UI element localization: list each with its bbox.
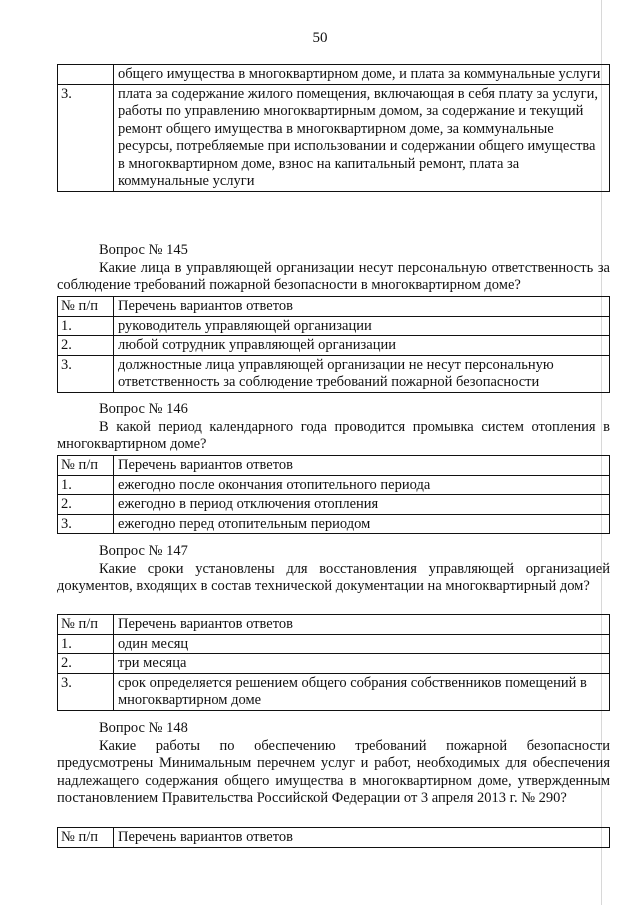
answer-number: 2. bbox=[58, 654, 114, 674]
header-label: Перечень вариантов ответов bbox=[114, 456, 610, 476]
table-row bbox=[58, 673, 610, 710]
answer-number: 1. bbox=[58, 316, 114, 336]
answer-number: 1. bbox=[58, 634, 114, 654]
question-title: Вопрос № 145 bbox=[99, 242, 188, 258]
answer-number: 2. bbox=[58, 336, 114, 356]
table-row bbox=[58, 514, 610, 534]
table-row bbox=[58, 654, 610, 674]
question-147 bbox=[57, 543, 610, 596]
question-text: В какой период календарного года проводится промывка систем отопления в многоквартирном доме? bbox=[57, 418, 610, 452]
answer-number: 3. bbox=[58, 673, 114, 710]
table-row bbox=[58, 355, 610, 392]
header-number: № п/п bbox=[58, 297, 114, 317]
table-row bbox=[58, 495, 610, 515]
answer-number: 2. bbox=[58, 495, 114, 515]
table-header-row bbox=[58, 828, 610, 848]
answer-text: один месяц bbox=[114, 634, 610, 654]
table-header-row bbox=[58, 297, 610, 317]
header-number: № п/п bbox=[58, 828, 114, 848]
answers-table-148 bbox=[57, 827, 610, 848]
question-title: Вопрос № 148 bbox=[99, 720, 188, 736]
table-row bbox=[58, 475, 610, 495]
answer-text: три месяца bbox=[114, 654, 610, 674]
header-number: № п/п bbox=[58, 456, 114, 476]
row-number bbox=[58, 65, 114, 85]
question-146 bbox=[57, 401, 610, 454]
answer-number: 3. bbox=[58, 514, 114, 534]
answer-text: срок определяется решением общего собрания собственников помещений в многоквартирном доме bbox=[114, 673, 610, 710]
answers-table-147 bbox=[57, 614, 610, 711]
answer-text: руководитель управляющей организации bbox=[114, 316, 610, 336]
header-number: № п/п bbox=[58, 615, 114, 635]
page-number: 50 bbox=[312, 30, 328, 46]
question-title: Вопрос № 146 bbox=[99, 401, 188, 417]
answer-number: 3. bbox=[58, 355, 114, 392]
table-row bbox=[58, 336, 610, 356]
answer-number: 1. bbox=[58, 475, 114, 495]
row-number: 3. bbox=[58, 84, 114, 191]
table-row bbox=[58, 316, 610, 336]
answer-text: ежегодно после окончания отопительного периода bbox=[114, 475, 610, 495]
table-row bbox=[58, 65, 610, 85]
table-header-row bbox=[58, 615, 610, 635]
table-row bbox=[58, 634, 610, 654]
header-label: Перечень вариантов ответов bbox=[114, 297, 610, 317]
answers-table-146 bbox=[57, 455, 610, 534]
table-header-row bbox=[58, 456, 610, 476]
continued-answers-table bbox=[57, 64, 610, 192]
header-label: Перечень вариантов ответов bbox=[114, 615, 610, 635]
question-text: Какие лица в управляющей организации несут персональную ответственность за соблюдение требований пожарной безопасности в многоквартирном доме? bbox=[57, 259, 610, 293]
question-145 bbox=[57, 242, 610, 295]
question-148 bbox=[57, 720, 610, 808]
answers-table-145 bbox=[57, 296, 610, 393]
table-row bbox=[58, 84, 610, 191]
question-text: Какие сроки установлены для восстановления управляющей организацией документов, входящих в состав технической документации на многоквартирный дом? bbox=[57, 560, 610, 594]
answer-text: ежегодно в период отключения отопления bbox=[114, 495, 610, 515]
answer-text: должностные лица управляющей организации не несут персональную ответственность за соблюдение требований пожарной безопасности bbox=[114, 355, 610, 392]
answer-text: любой сотрудник управляющей организации bbox=[114, 336, 610, 356]
header-label: Перечень вариантов ответов bbox=[114, 828, 610, 848]
answer-text: ежегодно перед отопительным периодом bbox=[114, 514, 610, 534]
row-text: общего имущества в многоквартирном доме, и плата за коммунальные услуги bbox=[114, 65, 610, 85]
question-title: Вопрос № 147 bbox=[99, 543, 188, 559]
question-text: Какие работы по обеспечению требований пожарной безопасности предусмотрены Минимальным перечнем услуг и работ, необходимых для обеспечения надлежащего содержания общего имущества в многоквартирном доме, утвержденным постановлением Правительства Российской Федерации от 3 апреля 2013 г. № 290? bbox=[57, 737, 610, 806]
row-text: плата за содержание жилого помещения, включающая в себя плату за услуги, работы по управлению многоквартирным домом, за содержание и текущий ремонт общего имущества в многоквартирном доме, за коммунальные ресурсы, потребляемые при использовании и содержании общего имущества в многоквартирном доме, взнос на капитальный ремонт, плата за коммунальные услуги bbox=[114, 84, 610, 191]
